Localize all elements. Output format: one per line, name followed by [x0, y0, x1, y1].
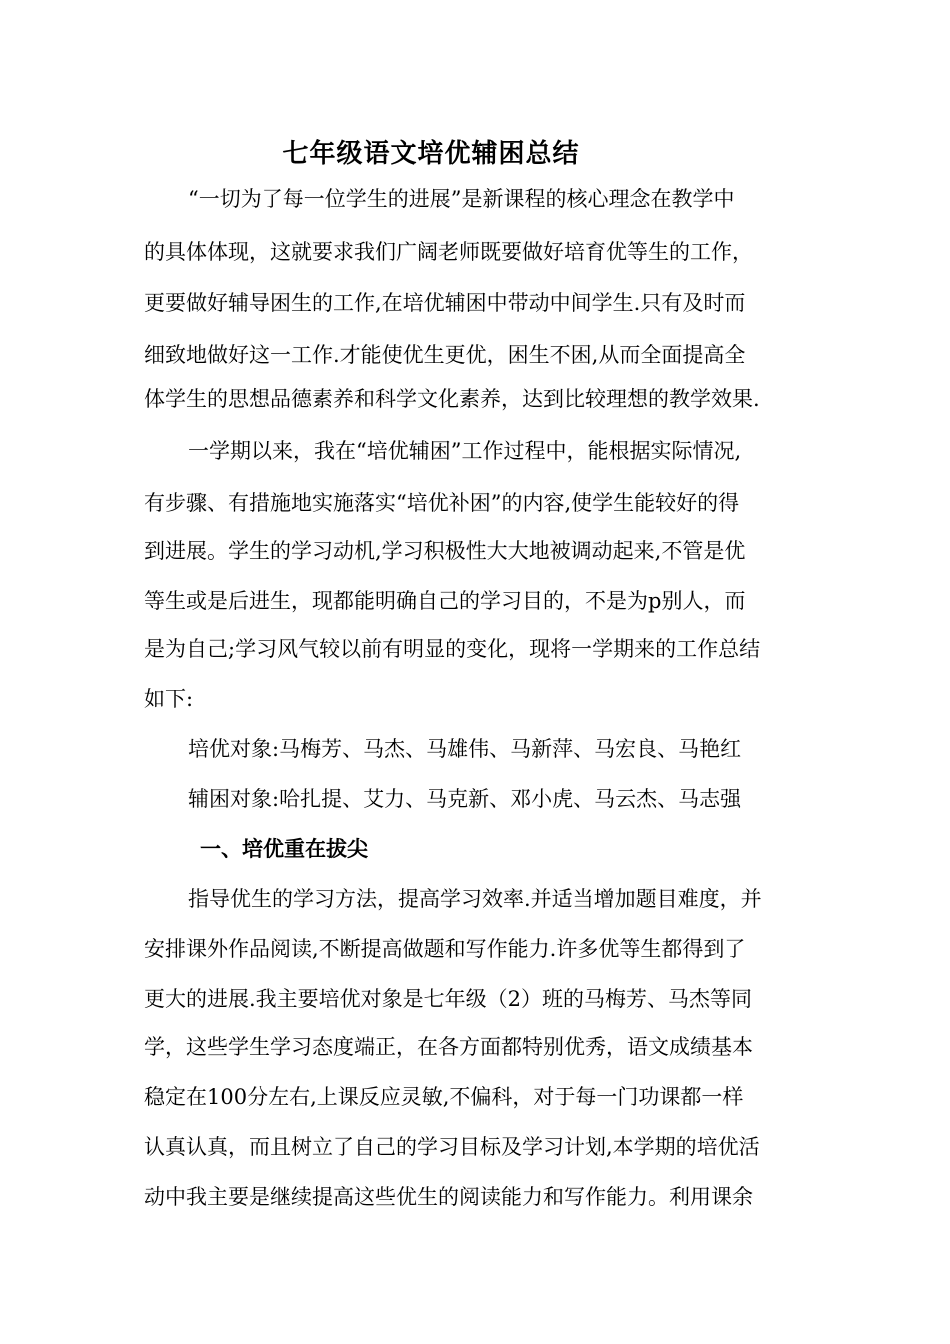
paragraph-1-line-2: 的具体体现，这就要求我们广阔老师既要做好培育优等生的工作，	[144, 240, 753, 264]
paragraph-2-line-3: 到进展。学生的学习动机,学习积极性大大地被调动起来,不管是优	[144, 539, 746, 563]
paragraph-2-line-2: 有步骤、有措施地实施落实“培优补困”的内容,使学生能较好的得	[144, 491, 740, 515]
paragraph-2-line-1: 一学期以来，我在“培优辅困”工作过程中，能根据实际情况,	[188, 439, 742, 463]
section-1-heading: 一、培优重在拔尖	[200, 836, 368, 861]
paragraph-1-line-5: 体学生的思想品德素养和科学文化素养，达到比较理想的教学效果.	[144, 387, 760, 411]
paragraph-3-line-7: 动中我主要是继续提高这些优生的阅读能力和写作能力。利用课余	[144, 1185, 753, 1209]
paragraph-2-line-6: 如下:	[144, 687, 194, 711]
paragraph-1-line-4: 细致地做好这一工作.才能使优生更优，困生不困,从而全面提高全	[144, 343, 746, 367]
document-title: 七年级语文培优辅困总结	[282, 139, 580, 169]
paragraph-2-line-5: 是为自己;学习风气较以前有明显的变化，现将一学期来的工作总结	[144, 637, 761, 661]
paragraph-3-line-1: 指导优生的学习方法，提高学习效率.并适当增加题目难度，并	[188, 887, 762, 911]
paragraph-1-line-1: “一切为了每一位学生的进展”是新课程的核心理念在教学中	[188, 187, 735, 211]
paragraph-3-line-2: 安排课外作品阅读,不断提高做题和写作能力.许多优等生都得到了	[144, 937, 746, 961]
paragraph-2-line-4: 等生或是后进生，现都能明确自己的学习目的，不是为p别人，而	[144, 589, 746, 613]
paragraph-3-line-5: 稳定在100分左右,上课反应灵敏,不偏科，对于每一门功课都一样	[144, 1085, 744, 1109]
paragraph-3-line-4: 学，这些学生学习态度端正，在各方面都特别优秀，语文成绩基本	[144, 1035, 753, 1059]
struggling-students-list: 辅困对象:哈扎提、艾力、马克新、邓小虎、马云杰、马志强	[188, 787, 742, 811]
paragraph-3-line-3: 更大的进展.我主要培优对象是七年级（2）班的马梅芳、马杰等同	[144, 987, 753, 1011]
paragraph-1-line-3: 更要做好辅导困生的工作,在培优辅困中带动中间学生.只有及时而	[144, 291, 746, 315]
excellent-students-list: 培优对象:马梅芳、马杰、马雄伟、马新萍、马宏良、马艳红	[188, 737, 742, 761]
paragraph-3-line-6: 认真认真，而且树立了自己的学习目标及学习计划,本学期的培优活	[144, 1135, 760, 1159]
